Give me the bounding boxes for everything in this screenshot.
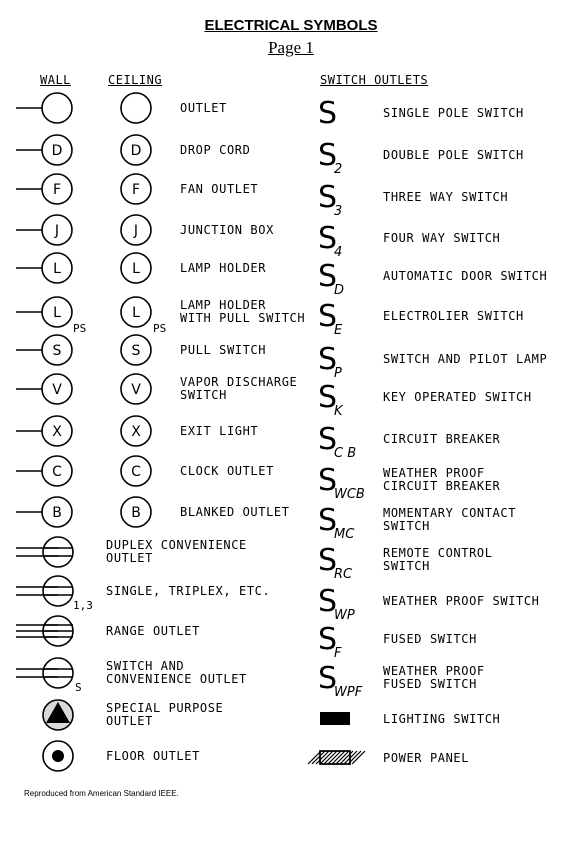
switch-symbol: [314, 421, 384, 461]
switch-symbol: [314, 137, 384, 177]
svg-text:C: C: [52, 464, 62, 480]
svg-text:WCB: WCB: [334, 487, 365, 502]
ceiling-outlet-symbol: [119, 495, 155, 529]
svg-text:X: X: [52, 424, 62, 440]
svg-text:S: S: [318, 342, 338, 377]
ceiling-symbol-suffix: PS: [153, 322, 167, 335]
outlet-label: DROP CORD: [180, 143, 251, 157]
svg-text:S: S: [131, 343, 141, 359]
ceiling-outlet-symbol: [119, 133, 155, 167]
panel-label: POWER PANEL: [383, 751, 470, 765]
switch-label: WEATHER PROOF CIRCUIT BREAKER: [383, 466, 501, 493]
svg-text:S: S: [318, 138, 338, 173]
svg-text:L: L: [132, 261, 140, 277]
wall-outlet-symbol: [16, 574, 80, 608]
svg-text:C B: C B: [334, 446, 357, 461]
ceiling-outlet-symbol: [119, 372, 155, 406]
wall-outlet-symbol: [16, 213, 76, 247]
wall-outlet-symbol: [16, 91, 76, 125]
switch-label: DOUBLE POLE SWITCH: [383, 148, 524, 162]
ceiling-outlet-symbol: [119, 213, 155, 247]
outlet-label: SINGLE, TRIPLEX, ETC.: [106, 584, 271, 598]
svg-text:RC: RC: [334, 567, 353, 582]
svg-text:S: S: [318, 543, 338, 578]
outlet-label: DUPLEX CONVENIENCE OUTLET: [106, 538, 247, 565]
svg-text:2: 2: [334, 162, 343, 177]
svg-text:S: S: [52, 343, 62, 359]
svg-text:S: S: [318, 259, 338, 294]
switch-symbol: [314, 258, 384, 298]
svg-text:D: D: [334, 283, 345, 298]
svg-text:V: V: [131, 382, 141, 398]
wall-outlet-symbol: [16, 454, 76, 488]
outlet-label: OUTLET: [180, 101, 227, 115]
svg-text:S: S: [318, 584, 338, 619]
svg-text:D: D: [130, 143, 142, 159]
outlet-label: EXIT LIGHT: [180, 424, 259, 438]
document-title: [0, 17, 582, 34]
svg-text:S: S: [318, 463, 338, 498]
page-label-text: Page 1: [268, 38, 314, 57]
switch-label: REMOTE CONTROL SWITCH: [383, 546, 493, 573]
svg-text:D: D: [51, 143, 63, 159]
wall-outlet-symbol: [16, 495, 76, 529]
ceiling-outlet-symbol: [119, 251, 155, 285]
outlet-label: LAMP HOLDER: [180, 261, 267, 275]
svg-text:K: K: [334, 404, 343, 419]
wall-outlet-symbol: [16, 133, 76, 167]
switch-label: ELECTROLIER SWITCH: [383, 309, 524, 323]
svg-text:X: X: [131, 424, 141, 440]
ceiling-outlet-symbol: [119, 295, 155, 329]
wall-outlet-symbol: [16, 535, 80, 569]
outlet-label: PULL SWITCH: [180, 343, 267, 357]
svg-text:V: V: [52, 382, 62, 398]
wall-outlet-symbol: [16, 414, 76, 448]
svg-text:WP: WP: [334, 608, 355, 623]
switch-label: WEATHER PROOF SWITCH: [383, 594, 540, 608]
wall-outlet-symbol: [16, 739, 80, 773]
wall-outlet-symbol: [16, 172, 76, 206]
wall-symbol-suffix: 1,3: [73, 599, 93, 612]
wall-outlet-symbol: [16, 333, 76, 367]
svg-text:S: S: [318, 221, 338, 256]
svg-text:L: L: [132, 305, 140, 321]
outlet-label: FLOOR OUTLET: [106, 749, 200, 763]
svg-text:S: S: [318, 96, 338, 131]
title-text: ELECTRICAL SYMBOLS: [204, 17, 378, 34]
switch-symbol: [314, 542, 384, 582]
svg-text:S: S: [318, 622, 338, 657]
page-label: [0, 38, 582, 58]
svg-text:E: E: [334, 323, 343, 338]
outlet-label: FAN OUTLET: [180, 182, 259, 196]
switch-symbol: [314, 179, 384, 219]
switch-symbol: [314, 621, 384, 661]
header-switch-outlets: SWITCH OUTLETS: [320, 73, 429, 87]
svg-text:B: B: [52, 505, 62, 521]
svg-text:J: J: [54, 223, 60, 239]
switch-symbol: [314, 298, 384, 338]
wall-symbol-suffix: PS: [73, 322, 87, 335]
svg-text:P: P: [334, 366, 342, 381]
wall-outlet-symbol: [16, 656, 80, 690]
ceiling-outlet-symbol: [119, 91, 155, 125]
switch-symbol: [314, 660, 384, 700]
svg-text:S: S: [318, 422, 338, 457]
svg-text:F: F: [52, 182, 62, 198]
ceiling-outlet-symbol: [119, 333, 155, 367]
header-wall: WALL: [40, 73, 71, 87]
svg-text:S: S: [318, 661, 338, 696]
switch-label: THREE WAY SWITCH: [383, 190, 509, 204]
lighting-panel-symbol: [320, 711, 352, 727]
switch-label: FUSED SWITCH: [383, 632, 477, 646]
outlet-label: SPECIAL PURPOSE OUTLET: [106, 701, 224, 728]
ceiling-outlet-symbol: [119, 172, 155, 206]
svg-text:S: S: [318, 503, 338, 538]
panel-label: LIGHTING SWITCH: [383, 712, 501, 726]
switch-label: MOMENTARY CONTACT SWITCH: [383, 506, 517, 533]
switch-symbol: [314, 95, 384, 135]
footnote: Reproduced from American Standard IEEE.: [24, 789, 179, 798]
svg-text:3: 3: [334, 204, 343, 219]
svg-text:S: S: [318, 180, 338, 215]
svg-text:F: F: [334, 646, 342, 661]
svg-text:S: S: [318, 299, 338, 334]
outlet-label: JUNCTION BOX: [180, 223, 274, 237]
outlet-label: SWITCH AND CONVENIENCE OUTLET: [106, 659, 247, 686]
svg-text:WPF: WPF: [334, 685, 363, 700]
svg-text:F: F: [131, 182, 141, 198]
switch-symbol: [314, 462, 384, 502]
svg-text:L: L: [53, 305, 61, 321]
ceiling-outlet-symbol: [119, 454, 155, 488]
switch-symbol: [314, 341, 384, 381]
switch-symbol: [314, 379, 384, 419]
svg-text:4: 4: [334, 245, 343, 260]
outlet-label: LAMP HOLDER WITH PULL SWITCH: [180, 298, 306, 325]
wall-symbol-suffix: S: [75, 681, 82, 694]
outlet-label: RANGE OUTLET: [106, 624, 200, 638]
svg-text:L: L: [53, 261, 61, 277]
svg-text:B: B: [131, 505, 141, 521]
switch-label: WEATHER PROOF FUSED SWITCH: [383, 664, 485, 691]
switch-label: KEY OPERATED SWITCH: [383, 390, 532, 404]
outlet-label: VAPOR DISCHARGE SWITCH: [180, 375, 298, 402]
switch-symbol: [314, 502, 384, 542]
outlet-label: CLOCK OUTLET: [180, 464, 274, 478]
svg-text:C: C: [131, 464, 141, 480]
wall-outlet-symbol: [16, 251, 76, 285]
svg-text:S: S: [318, 380, 338, 415]
ceiling-outlet-symbol: [119, 414, 155, 448]
header-ceiling: CEILING: [108, 73, 163, 87]
wall-outlet-symbol: [16, 698, 80, 732]
switch-label: CIRCUIT BREAKER: [383, 432, 501, 446]
svg-text:MC: MC: [334, 527, 355, 542]
power-panel-symbol: [320, 750, 352, 766]
wall-outlet-symbol: [16, 295, 76, 329]
switch-label: SWITCH AND PILOT LAMP: [383, 352, 548, 366]
switch-label: AUTOMATIC DOOR SWITCH: [383, 269, 548, 283]
switch-symbol: [314, 583, 384, 623]
switch-symbol: [314, 220, 384, 260]
wall-outlet-symbol: [16, 372, 76, 406]
wall-outlet-symbol: [16, 614, 80, 648]
svg-text:J: J: [133, 223, 139, 239]
switch-label: FOUR WAY SWITCH: [383, 231, 501, 245]
outlet-label: BLANKED OUTLET: [180, 505, 290, 519]
switch-label: SINGLE POLE SWITCH: [383, 106, 524, 120]
